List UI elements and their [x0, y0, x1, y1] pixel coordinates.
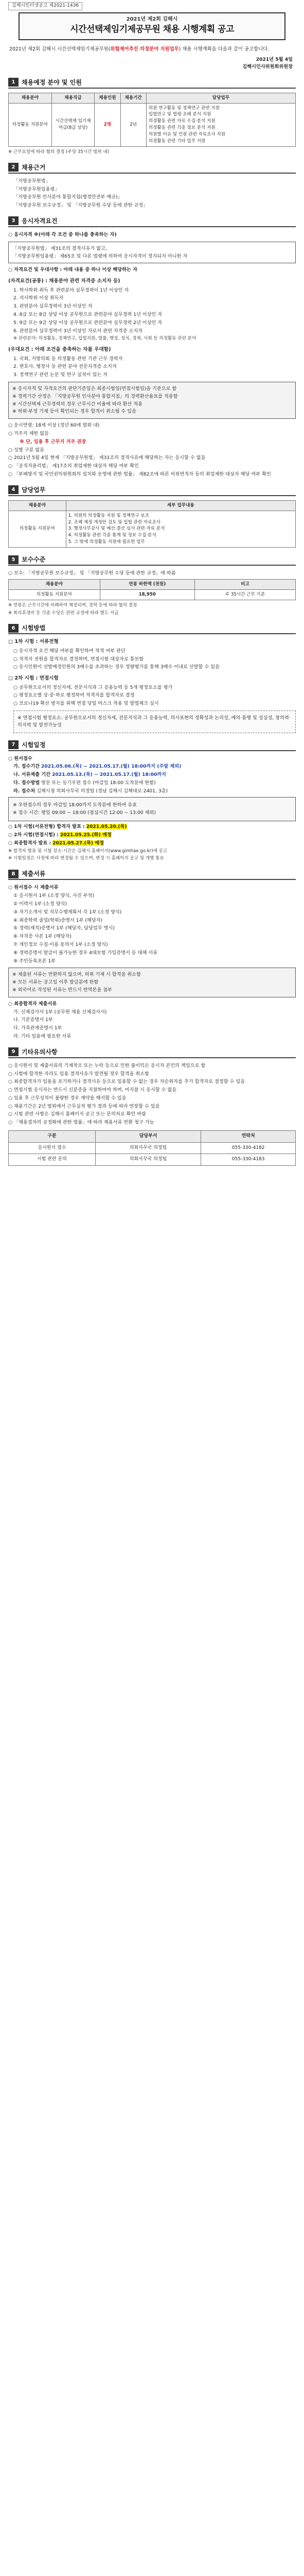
duty-detail: 3. 행정사무감사 및 예산·결산 심사 관련 자료 분석	[68, 526, 165, 532]
duty-detail: 2. 조례 제정·개정안 검토 및 입법 관련 자료조사	[68, 519, 161, 525]
apply-row	[8, 763, 296, 770]
req-item: 6. 관련분야 실무경력이 3년 이상인 자로서 관련 자격증 소지자	[13, 328, 142, 334]
section-title: 담당업무	[22, 486, 46, 494]
req-head: (자격요건(공통) : 채용분야 관련 자격증 소지자 등)	[8, 278, 120, 284]
result2-date: 2021.05.25.(화) 예정	[60, 832, 112, 838]
pay-amount: 18,950	[100, 589, 194, 600]
intro-text	[9, 45, 295, 53]
docs-head-2: ○ 최종합격자 제출서류	[8, 1001, 57, 1007]
extra-item: 2. 변호사, 행정사 등 관련 분야 전문자격증 소지자	[13, 364, 117, 370]
intro-part-1: 2021년 제2회 김해시 시간선택제임기제공무원(	[9, 46, 111, 52]
docs-note-box	[8, 968, 296, 997]
col-header: 연락처	[201, 1131, 296, 1143]
basis-item: 「지방공무원법」	[13, 178, 50, 184]
section-number: 1	[8, 78, 19, 87]
table-row	[9, 511, 296, 547]
section-title: 채용근거	[22, 163, 46, 171]
misc-item: ○ 응시원서 및 제출서류의 기재착오 또는 누락 등으로 인한 불이익은 응시자 본인의 책임으로 함	[8, 1062, 206, 1069]
basis-item: 「지방공무원임용령」	[13, 186, 60, 192]
docs-note: ※ 제출된 서류는 반환하지 않으며, 허위 기재 시 합격을 취소함	[12, 972, 141, 978]
final-doc-item: 나. 기본증명서 1부	[13, 1017, 53, 1023]
qual-box-line: 「지방공무원임용령」 제65조 및 다른 법령에 의하여 응시자격이 정지되지 아니한 자	[12, 253, 188, 259]
section-title: 시험방법	[22, 624, 46, 632]
contact-phone: 055-330-4182	[201, 1142, 296, 1154]
contact-dept: 의회사무국 의정팀	[95, 1142, 201, 1154]
page-subtitle: 2021년 제2회 김해시	[126, 16, 178, 22]
doc-period: 2021.05.13.(목) ~ 2021.05.17.(월) 18:00까지	[51, 772, 166, 778]
extra-head: (우대요건 : 아래 조건을 충족하는 자를 우대함)	[8, 347, 111, 353]
final-date: 2021.05.27.(목) 예정	[52, 840, 104, 846]
basis-item: 「지방공무원 보수규정」 및 「지방공무원 수당 등에 관한 규정」	[13, 202, 148, 209]
pay-lead: ○ 보수: 「지방공무원 보수규정」 및 「지방공무원 수당 등에 관한 규정」에 따름	[8, 570, 176, 577]
section-header-qualification	[8, 216, 296, 227]
method-text: 방문 또는 등기우편 접수 (마감일 18:00 도착분에 한함)	[41, 780, 156, 786]
docs-note: ※ 모든 서류는 공고일 이후 발급분에 한함	[12, 979, 99, 986]
col-header: 세부 업무내용	[66, 500, 295, 511]
section-header-documents	[8, 869, 296, 880]
duty-item: 의정활동 관련 자료 수집·분석 지원	[148, 118, 216, 124]
duty-item: 의정활동 관련 기타 업무 지원	[148, 138, 206, 144]
recruit-table	[8, 93, 296, 147]
recruit-duties	[146, 103, 295, 146]
table-row	[9, 1154, 296, 1166]
duty-field: 의정활동 지원분야	[9, 511, 66, 547]
misc-item: ○ 채용기간은 2년 범위에서 근무실적 평가 결과 등에 따라 연장할 수 있음	[8, 1103, 160, 1109]
date-block	[8, 56, 293, 71]
misc-item: ○ 시험 관련 사항은 김해시 홈페이지 공고 또는 문의처로 확인 바람	[8, 1111, 146, 1117]
doc-row	[8, 771, 296, 778]
section-header-pay	[8, 555, 296, 566]
doc-item: ⑤ 경력(재직)증명서 1부 (해당자, 담당업무 명시)	[13, 925, 115, 931]
duty-detail: 5. 그 밖에 의정활동 지원에 필요한 업무	[68, 539, 145, 545]
announcement-page	[0, 0, 304, 1187]
step1-item: ○ 적격자 전원을 합격자로 결정하며, 면접시험 대상자로 통보함	[13, 656, 144, 662]
extra-note: ○ 「부패방지 및 국민권익위원회의 설치와 운영에 관한 법률」 제82조에 따른 비위면직자 등의 취업제한 대상자 해당 여부 확인	[8, 471, 271, 477]
qual-box	[8, 242, 296, 264]
duty-item: 의원 연구활동 및 정책연구 관련 지원	[148, 105, 220, 111]
method-note: ※ 면접시험 평정요소: 공무원으로서의 정신자세, 전문지식과 그 응용능력, 의사표현의 정확성과 논리성, 예의·품행 및 성실성, 창의력·의지력 및 발전가능성	[17, 715, 291, 728]
pay-footnote: ※ 복리후생비 등 각종 수당은 관련 규정에 따라 별도 지급	[8, 610, 119, 616]
contact-dept: 의회사무국 의정팀	[95, 1154, 201, 1166]
notice-line: ※ 시간선택제 근무경력의 경우 근무시간 비율에 따라 환산 적용	[12, 401, 142, 407]
pay-field: 의정활동 지원분야	[9, 589, 100, 600]
step1-item: ○ 응시자격 요건 해당 여부를 확인하여 적격 여부 판단	[13, 648, 126, 654]
req-item: 5. 9급 또는 9급 상당 이상 공무원으로 관련분야 실무경력 2년 이상인 자	[13, 319, 163, 326]
section-title: 시험일정	[22, 741, 46, 749]
duty-detail: 1. 의원의 의정활동 지원 및 정책연구 보조	[68, 513, 150, 518]
schedule-note: ※ 우편접수의 경우 마감일 18:00까지 도착분에 한하여 유효	[13, 802, 137, 808]
duty-items	[66, 511, 295, 547]
schedule-footnote: ※ 시험일정은 사정에 따라 변경될 수 있으며, 변경 시 홈페이지 공고 및 개별 통보	[8, 856, 164, 861]
pay-table	[8, 579, 296, 600]
col-header: 채용분야	[9, 500, 66, 511]
misc-item: ○ 「채용절차의 공정화에 관한 법률」에 따라 채용서류 반환 청구 가능	[8, 1120, 154, 1126]
col-header: 비고	[194, 579, 295, 589]
result1-label: 1차 시험(서류전형) 합격자 발표 :	[13, 824, 85, 830]
contact-table	[8, 1130, 296, 1166]
section-number: 2	[8, 163, 19, 172]
apply-head: 가. 접수기간	[13, 764, 40, 770]
result2-label: 2차 시험(면접시험) :	[13, 832, 59, 838]
gazette-number: 김해시인터넷공고 제2021-1436	[8, 2, 82, 10]
duty-table	[8, 500, 296, 548]
step2-head: □ 2차 시험 : 면접시험	[8, 675, 59, 682]
recruit-note: ※ 근무요일에 따라 협의 결정 (주당 35시간 범위 내)	[8, 149, 110, 155]
recruit-period: 2년	[120, 103, 146, 146]
recruit-count: 2명	[95, 103, 120, 146]
table-row	[9, 103, 296, 146]
section-title: 보수수준	[22, 556, 46, 564]
section-number: 7	[8, 740, 19, 749]
page-title: 시간선택제임기제공무원 채용 시행계획 공고	[70, 24, 234, 35]
misc-item: ○ 시험에 합격한 자라도 임용 결격사유가 발견될 경우 합격을 취소함	[8, 1071, 149, 1077]
col-header: 채용인원	[95, 93, 120, 103]
final-row: ○ 최종합격자 발표 : 2021.05.27.(목) 예정	[8, 840, 104, 846]
announce-org: 김해시인사위원회위원장	[242, 63, 293, 70]
pay-footnote: ※ 연봉은 근무시간에 비례하여 책정되며, 경력 등에 따라 협의 결정	[8, 602, 137, 608]
final-doc-item: 가. 신체검사서 1부 (공무원 채용 신체검사서)	[13, 1009, 107, 1015]
extra-note: ○ 2021년 5월 4일 현재 「지방공무원법」 제31조의 결격사유에 해당하는 자는 응시할 수 없음	[8, 455, 206, 461]
residence-head: ○ 거주지 제한 없음	[8, 430, 49, 436]
section-title: 응시자격요건	[22, 217, 58, 225]
step2-item: ○ 공무원으로서의 정신자세, 전문지식과 그 응용능력 등 5개 평정요소를 평가	[13, 684, 173, 690]
method-note-box	[13, 710, 296, 733]
residence-note: ※ 단, 임용 후 근무지 거주 권장	[20, 438, 86, 445]
section-header-duties	[8, 485, 296, 496]
doc-item: ⑦ 개인정보 수집·이용 동의서 1부 (소정 양식)	[13, 941, 108, 947]
pay-note: 주 35시간 근무 기준	[194, 589, 295, 600]
place-head: 라. 접수처	[13, 788, 35, 794]
step1-item: ○ 응시인원이 선발예정인원의 3배수를 초과하는 경우 정량평가를 통해 3배수 이내로 선발할 수 있음	[13, 664, 220, 670]
section-header-basis	[8, 163, 296, 174]
doc-item: ⑥ 자격증 사본 1부 (해당자)	[13, 934, 71, 940]
final-doc-item: 다. 가족관계증명서 1부	[13, 1025, 62, 1031]
intro-part-2: ) 채용 시행계획을 다음과 같이 공고합니다.	[178, 46, 270, 52]
col-header: 담당부서	[95, 1131, 201, 1143]
step2-item: ○ 평정요소별 상·중·하로 평정하여 적격자를 합격자로 결정	[13, 692, 135, 699]
section-header-schedule	[8, 740, 296, 751]
notice-line: ※ 허위·부정 기재 등이 확인되는 경우 합격이 취소될 수 있음	[12, 409, 137, 415]
section-header-recruit	[8, 78, 296, 89]
col-header: 채용직급	[51, 93, 95, 103]
notice-line: ※ 응시자격 및 자격요건의 판단기준일은 최종시험일(면접시험일)을 기준으로 함	[12, 385, 177, 392]
duty-item: 의정활동 관련 각종 정보 분석 지원	[148, 125, 216, 131]
docs-head-1: ○ 원서접수 시 제출서류	[8, 885, 59, 891]
recruit-rank: 시간선택제 임기제 마급(8급 상당)	[51, 103, 95, 146]
step1-head: □ 1차 시험 : 서류전형	[8, 639, 59, 645]
doc-item: ① 응시원서 1부 (소정 양식, 사진 부착)	[13, 893, 95, 899]
doc-head: 나. 서류제출 기간	[13, 772, 51, 778]
col-header: 채용분야	[9, 579, 100, 589]
gender-note: ○ 성별 구분 없음	[8, 447, 45, 453]
doc-item: ④ 최종학력 졸업(학위)증명서 1부 (해당자)	[13, 917, 103, 923]
basis-item: 「지방공무원 인사분야 통합지침(행정안전부 예규)」	[13, 194, 122, 200]
place-text: 김해시청 의회사무국 의정팀 (경남 김해시 김해대로 2401, 3층)	[37, 788, 168, 794]
recruit-field: 의정활동 지원분야	[9, 103, 52, 146]
col-header: 연봉 하한액 (천원)	[100, 579, 194, 589]
result2-row: ○ 2차 시험(면접시험) : 2021.05.25.(화) 예정	[8, 832, 112, 838]
section-number: 9	[8, 1047, 19, 1056]
doc-item: ③ 자기소개서 및 직무수행계획서 각 1부 (소정 양식)	[13, 909, 122, 915]
section-number: 6	[8, 624, 19, 633]
final-label: 최종합격자 발표 :	[13, 840, 51, 846]
req-item: 3. 관련분야 실무경력이 3년 이상인 자	[13, 303, 93, 310]
section-header-method	[8, 623, 296, 634]
section-title: 기타유의사항	[22, 1048, 58, 1056]
table-row	[9, 1142, 296, 1154]
place-row	[8, 788, 296, 795]
qual-lead-2: ○ 자격요건 및 우대사항 : 아래 내용 중 하나 이상 해당하는 자	[8, 267, 138, 273]
section-number: 4	[8, 485, 19, 494]
duty-item: 의원별 이슈 및 민원 관련 자료조사 지원	[148, 132, 226, 138]
title-box	[19, 12, 285, 41]
schedule-head: ○ 원서접수	[8, 755, 32, 761]
method-head: 다. 접수방법	[13, 780, 40, 786]
method-row	[8, 779, 296, 787]
age-limit: ○ 응시연령: 18세 이상 (정년 60세 범위 내)	[8, 422, 100, 429]
step2-item: ○ 코로나19 확산 방지를 위해 면접 당일 마스크 착용 및 발열체크 실시	[13, 701, 159, 707]
contact-kind: 시험 관련 문의	[9, 1154, 96, 1166]
contact-phone: 055-330-4183	[201, 1154, 296, 1166]
col-header: 채용기간	[120, 93, 146, 103]
table-row	[9, 589, 296, 600]
misc-item: ○ 면접시험 응시자는 반드시 신분증을 지참하여야 하며, 미지참 시 응시할 수 없음	[8, 1087, 177, 1093]
doc-item: ⑧ 경력증명서 발급이 불가능한 경우 4대보험 가입증명서 등 대체 서류	[13, 950, 157, 956]
final-doc-item: 라. 기타 임용에 필요한 서류	[13, 1033, 71, 1039]
section-number: 5	[8, 555, 19, 564]
schedule-note-box	[8, 797, 296, 822]
extra-note: ○ 「공직자윤리법」 제17조의 취업제한 대상자 해당 여부 확인	[8, 463, 139, 469]
relevant-fields: ※ 관련분야: 의정활동, 정책연구, 입법지원, 법률, 행정, 정치, 경제, 사회 등 의정활동 관련 분야	[13, 336, 196, 342]
extra-item: 3. 정책연구 관련 논문 및 연구 실적이 있는 자	[13, 372, 108, 378]
section-number: 3	[8, 216, 19, 225]
col-header: 담당업무	[146, 93, 295, 103]
extra-item: 1. 국회, 지방의회 등 의정활동 관련 기관 근무 경력자	[13, 355, 123, 362]
req-item: 2. 석사학위 이상 취득자	[13, 295, 64, 301]
schedule-footnote: ※ 합격자 발표 및 시험 장소·시간은 김해시 홈페이지(www.gimhae.go.kr)에 공고	[8, 848, 168, 854]
col-header: 채용분야	[9, 93, 52, 103]
result1-date: 2021.05.20.(목)	[86, 824, 127, 830]
req-item: 1. 학사학위 취득 후 관련분야 실무경력이 1년 이상인 자	[13, 287, 129, 293]
duty-detail: 4. 의정활동 관련 각종 통계 및 정보 수집·분석	[68, 533, 156, 538]
duty-item: 입법연구 및 법령·조례 분석 지원	[148, 112, 211, 117]
misc-item: ○ 최종합격자가 임용을 포기하거나 결격사유 등으로 임용할 수 없는 경우 차순위자를 추가 합격자로 결정할 수 있음	[8, 1079, 245, 1085]
apply-period: 2021.05.06.(목) ~ 2021.05.17.(월) 18:00까지 (주말 제외)	[41, 764, 182, 770]
doc-item: ② 이력서 1부 (소정 양식)	[13, 901, 67, 907]
doc-item: ⑨ 주민등록초본 1부	[13, 958, 56, 964]
schedule-note: ※ 접수 시간: 평일 09:00 ~ 18:00 (점심시간 12:00 ~ 13:00 제외)	[13, 810, 156, 816]
result1-row: ○ 1차 시험(서류전형) 합격자 발표 : 2021.05.20.(목)	[8, 824, 127, 830]
section-title: 채용예정 분야 및 인원	[22, 78, 82, 86]
qual-box-line: 「지방공무원법」 제31조의 결격사유가 없고,	[12, 245, 107, 251]
col-header: 구분	[9, 1131, 96, 1143]
qual-notice-box	[8, 382, 296, 419]
section-title: 제출서류	[22, 870, 46, 878]
notice-line: ※ 경력기간 산정은 「지방공무원 인사분야 통합지침」의 경력환산율표를 적용함	[12, 393, 178, 399]
section-number: 8	[8, 870, 19, 878]
docs-note: ※ 외국어로 작성된 서류는 반드시 번역본을 첨부	[12, 987, 112, 993]
req-item: 4. 8급 또는 8급 상당 이상 공무원으로 관련분야 실무경력 1년 이상인 자	[13, 311, 163, 317]
section-header-misc	[8, 1047, 296, 1058]
intro-highlight: 위험제어추진 의정분야 지원업무	[110, 46, 179, 52]
misc-item: ○ 임용 후 근무성적이 불량한 경우 계약을 해지할 수 있음	[8, 1095, 127, 1101]
contact-kind: 응시원서 접수	[9, 1142, 96, 1154]
qual-lead-1: ○ 응시자격 ※(아래 각 조건 중 하나를 충족하는 자)	[8, 231, 117, 238]
announce-date: 2021년 5월 4일	[256, 57, 293, 63]
